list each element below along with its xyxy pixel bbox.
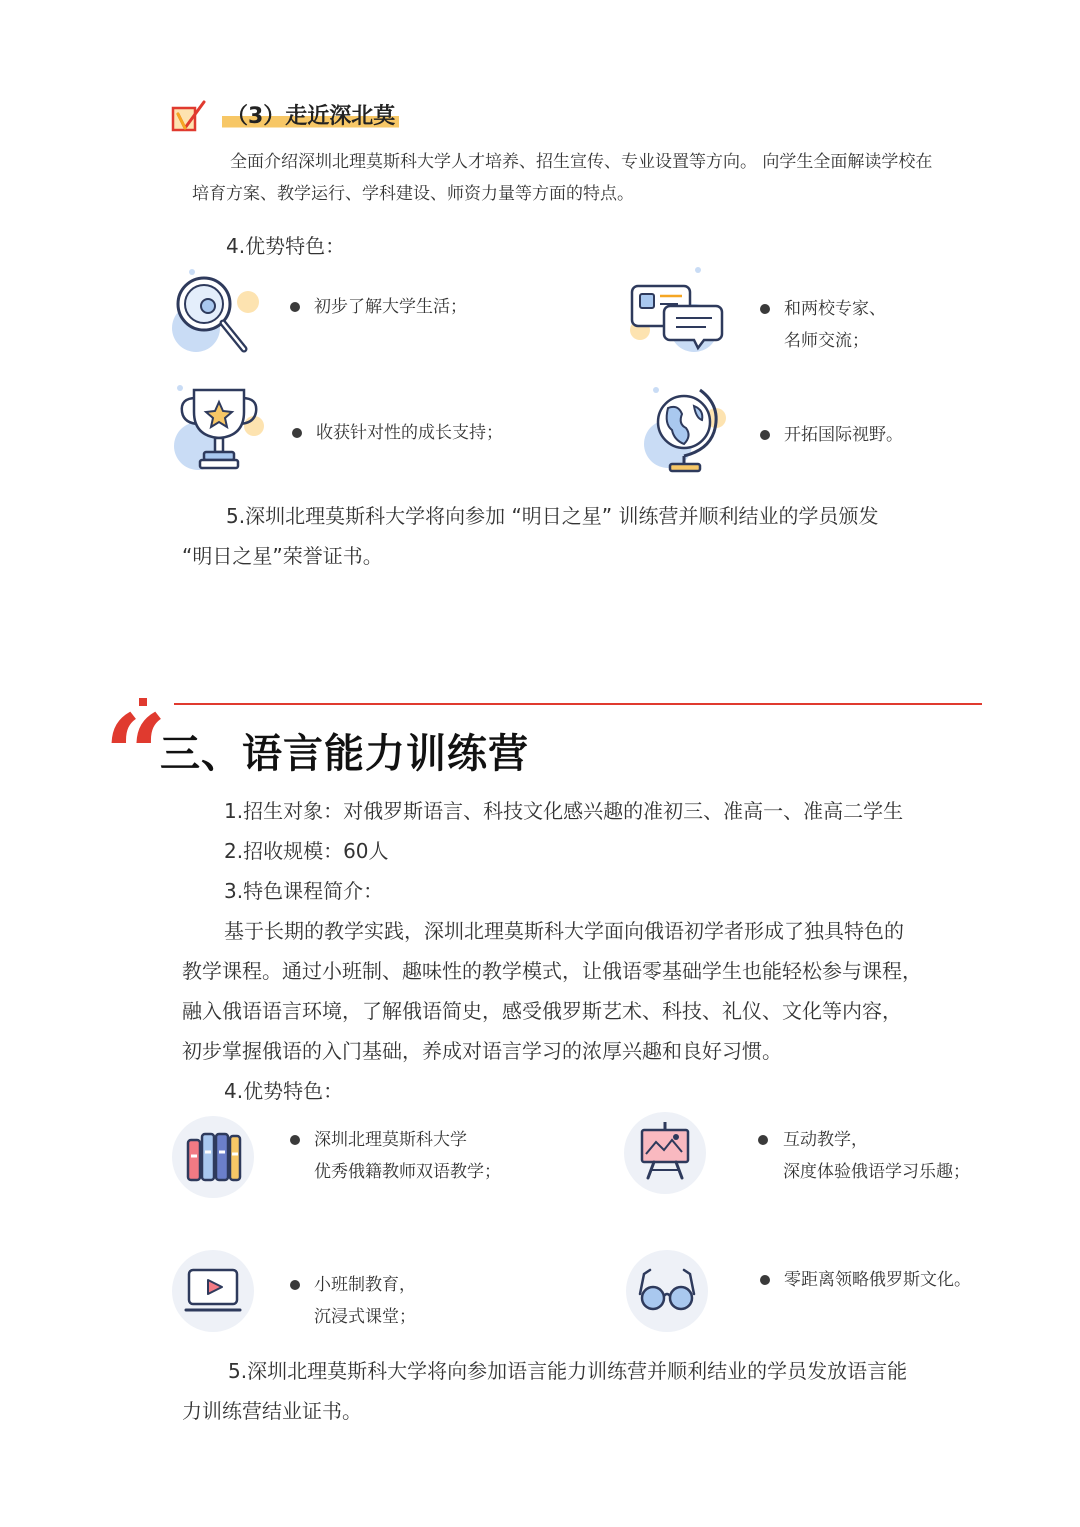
feature-text: 初步了解大学生活； [314, 297, 467, 317]
feature-text: 沉浸式课堂； [314, 1307, 416, 1327]
target-audience: 1.招生对象：对俄罗斯语言、科技文化感兴趣的准初三、准高一、准高二学生 [224, 799, 904, 823]
quote-mark-icon: “ [104, 690, 168, 819]
books-icon [172, 1116, 254, 1198]
certificate-line2: 力训练营结业证书。 [182, 1399, 362, 1423]
certificate-line1: 5.深圳北理莫斯科大学将向参加 “明日之星” 训练营并顺利结业的学员颁发 [226, 504, 879, 528]
globe-icon [638, 384, 738, 476]
bullet-dot [290, 1280, 300, 1290]
feature-text: 小班制教育， [314, 1275, 416, 1295]
bullet-dot [292, 428, 302, 438]
trophy-icon [170, 384, 270, 476]
feature-text: 开拓国际视野。 [784, 425, 903, 445]
certificate-line1: 5.深圳北理莫斯科大学将向参加语言能力训练营并顺利结业的学员发放语言能 [228, 1359, 908, 1383]
certificate-line2: “明日之星”荣誉证书。 [182, 544, 383, 568]
bullet-dot [758, 1135, 768, 1145]
subsection-title: （3）走近深北莫 [222, 99, 399, 130]
bullet-dot [760, 1275, 770, 1285]
bullet-dot [290, 1135, 300, 1145]
courses-body-line: 教学课程。通过小班制、趣味性的教学模式，让俄语零基础学生也能轻松参与课程， [182, 959, 922, 983]
video-icon [172, 1250, 254, 1332]
bullet-dot [760, 430, 770, 440]
courses-body-line: 初步掌握俄语的入门基础，养成对语言学习的浓厚兴趣和良好习惯。 [182, 1039, 782, 1063]
courses-body-line: 基于长期的教学实践，深圳北理莫斯科大学面向俄语初学者形成了独具特色的 [224, 919, 904, 943]
advantages-heading: 4.优势特色： [226, 234, 346, 258]
feature-text: 深度体验俄语学习乐趣； [783, 1162, 970, 1182]
section-title: 三、语言能力训练营 [160, 731, 529, 777]
feature-text: 互动教学， [783, 1130, 868, 1150]
courses-body-line: 融入俄语语言环境，了解俄语简史，感受俄罗斯艺术、科技、礼仪、文化等内容， [182, 999, 902, 1023]
easel-icon [624, 1112, 706, 1194]
subsection-desc-line2: 培育方案、教学运行、学科建设、师资力量等方面的特点。 [192, 184, 634, 204]
magnifier-icon [168, 266, 268, 358]
feature-text: 名师交流； [784, 331, 869, 351]
section-divider [174, 703, 982, 705]
feature-text: 零距离领略俄罗斯文化。 [784, 1270, 971, 1290]
feature-text: 收获针对性的成长支持； [316, 423, 503, 443]
advantages-heading: 4.优势特色： [224, 1079, 344, 1103]
feature-text: 优秀俄籍教师双语教学； [314, 1162, 501, 1182]
bullet-dot [760, 304, 770, 314]
feature-text: 深圳北理莫斯科大学 [314, 1130, 467, 1150]
enrollment-scale: 2.招收规模：60人 [224, 839, 389, 863]
checkbox-icon [170, 100, 210, 136]
feature-text: 和两校专家、 [784, 299, 886, 319]
subsection-desc-line1: 全面介绍深圳北理莫斯科大学人才培养、招生宣传、专业设置等方向。 向学生全面解读学校在 [230, 152, 933, 172]
glasses-icon [626, 1250, 708, 1332]
bullet-dot [290, 302, 300, 312]
chat-icon [628, 264, 728, 356]
courses-heading: 3.特色课程简介： [224, 879, 384, 903]
